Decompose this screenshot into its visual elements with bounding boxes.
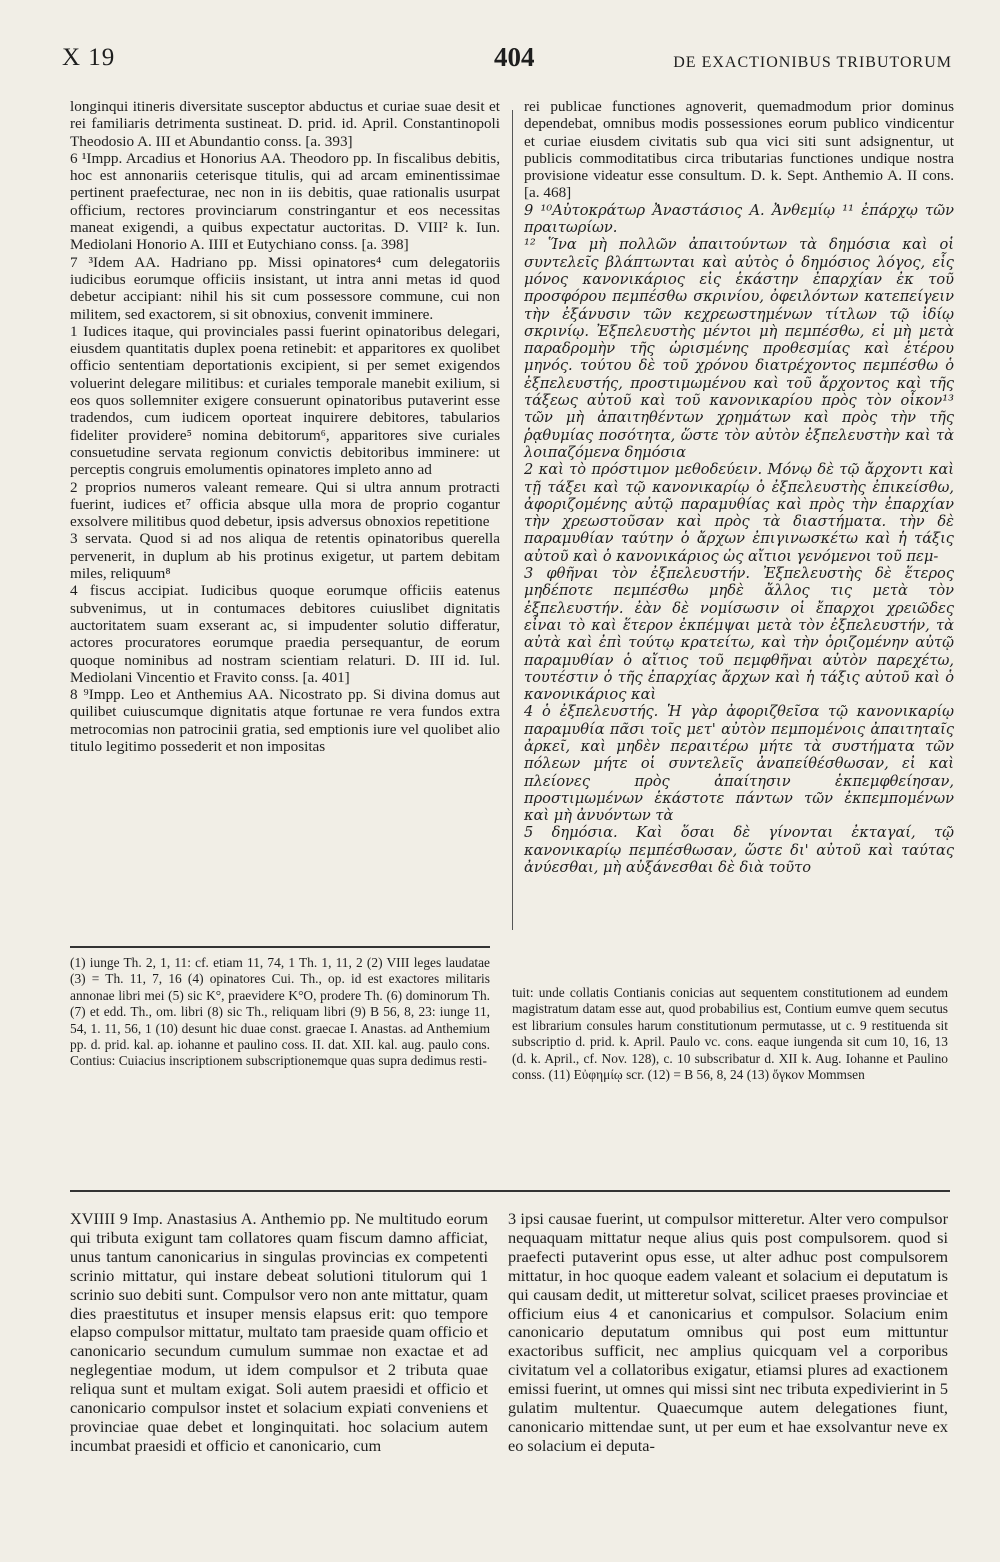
greek-heading: 9 ¹⁰Αὐτοκράτωρ Ἀναστάσιος Α. Ἀνθεμίῳ ¹¹ ἐπάρχῳ τῶν πραιτωρίων. (524, 201, 954, 237)
page-header (62, 40, 952, 80)
paragraph: 6 ¹Impp. Arcadius et Honorius AA. Theodoro pp. In fiscalibus debitis, hoc est annonariis ceterisque titulis, qui ad arcam eminentissimae pertinent praefecturae, nec non in iis debitis, quae rationalis usurpat officium, rectores provinciarum constringantur et eos necessitas maneat exigendi, a quibus expectatur auctoritas. D. VIII² k. Iun. Mediolani Honorio A. IIII et Eutychiano conss. [a. 398] (70, 149, 500, 254)
greek-paragraph: 2 καὶ τὸ πρόστιμον μεθοδεύειν. Μόνῳ δὲ τῷ ἄρχοντι καὶ τῇ τάξει καὶ τῷ κανονικαρίῳ ὁ ἐξπελευστὴς ἐπικείσθω, ἀφοριζομένης αὐτῷ παραμυθίας καὶ πρὸς τὴν ἐπαρχίαν τὴν χρεωστοῦσαν καὶ πρὸς τὰ διαστήματα. τὴν δὲ παραμυθίαν ταύτην ὁ ἄρχων ἐπιγινωσκέτω καὶ ἡ τάξις αὐτοῦ καὶ ὁ κανονικάριος ὡς αἴτιοι γενόμενοι τοῦ πεμ- (524, 461, 954, 565)
paragraph: longinqui itineris diversitate susceptor abductus et curiae suae desit et rei familiaris detrimenta sustineat. D. prid. id. April. Constantinopoli Theodosio A. III et Abundantio conss. [a. 393] (70, 98, 500, 150)
running-title: DE EXACTIONIBUS TRIBUTORUM (673, 54, 952, 71)
paragraph: 1 Iudices itaque, qui provinciales passi fuerint opinatoribus delegari, eiusdem quantitatis duplex poena retinebit: et apparitores ex quolibet officio sententiam deportationis excipient, si per semet exigendos voluerint delegare militibus: et curiales temporale manebit exilium, si eos quos sollemniter exigere consuerunt opinatoribus putaverint esse tradendos, cum iudicem oporteat inquirere debitores, tabularios fideliter providere⁵ nomina debitorum⁶, apparitores sive curiales consuetudine servata regionum convictis debitoribus imminere: ut perceptis congruis emolumentis opinatores impleto anno ad (70, 322, 500, 479)
footnote-rule (70, 946, 490, 948)
column-divider (512, 110, 513, 930)
paragraph: rei publicae functiones agnoverit, quemadmodum prior dominus dependebat, omnibus modis possessiones eorum publico vindicentur et curiae eiusdem civitatis sub qua vici siti sunt adsignentur, ut publicis commoditatibus circa tributarias functiones undique nostra provisione videatur esse consultum. D. k. Sept. Anthemio A. II cons. [a. 468] (524, 98, 954, 202)
paragraph: 3 servata. Quod si ad nos aliqua de retentis opinatoribus querella pervenerit, in duplum ab his protinus exigetur, ut partem debitam miles, reliquum⁸ (70, 530, 500, 583)
greek-paragraph: ¹² Ἵνα μὴ πολλῶν ἀπαιτούντων τὰ δημόσια καὶ οἱ συντελεῖς βλάπτωνται καὶ αὐτὸς ὁ δημόσιος λόγος, εἷς μόνος κανονικάριος εἰς ἑκάστην ἐπαρχίαν ἐκ τοῦ προσφόρου πεμπέσθω σκρινίου, ὀφειλόντων κατεπείγειν τὴν ἐξάνυσιν τῶν κεχρεωστημένων τίτλων τῷ ἰδίῳ σκρινίῳ. Ἐξπελευστὴς μέντοι μὴ πεμπέσθω, εἰ μὴ μετὰ παραδρομὴν τῆς ὡρισμένης προθεσμίας καὶ ἑτέρου μηνός. τούτου δὲ τοῦ χρόνου διατρέχοντος πεμπέσθω ὁ ἐξπελευστής, προστιμωμένου καὶ τοῦ ἄρχοντος καὶ τῆς τάξεως αὐτοῦ καὶ τοῦ κανονικαρίου πρὸς τὸν οἶκον¹³ τῶν μὴ ἀπαιτηθέντων χρημάτων καὶ πρὸς τὴν τῆς ῥᾳθυμίας ποσότητα, ὥστε τὸν αὐτὸν ἐξπελευστὴν καὶ τὰ λοιπαζόμενα δημόσια (524, 236, 954, 461)
greek-column (524, 98, 954, 876)
greek-paragraph: 3 φθῆναι τὸν ἐξπελευστήν. Ἐξπελευστὴς δὲ ἕτερος μηδέποτε πεμπέσθω μηδὲ ἄλλος τις μετὰ τὸν ἐξπελευστήν. ἐὰν δὲ νομίσωσιν οἱ ἔπαρχοι χρειῶδες εἶναι τὸ καὶ ἕτερον ἐκπέμψαι μετὰ τὸν ἐξπελευστήν, τὰ αὐτὰ καὶ ἐπὶ τούτῳ κρατείτω, καὶ τὴν ὁριζομένην αὐτῷ παραμυθίαν ὁ αἴτιος τοῦ πεμφθῆναι αὐτὸν παρεχέτω, τουτέστιν ὁ τῆς ἐπαρχίας ἄρχων καὶ ἡ τάξις αὐτοῦ καὶ ὁ κανονικάριος καὶ (524, 565, 954, 704)
section-rule (70, 1190, 950, 1192)
latin-column (70, 98, 500, 755)
footnotes-left: (1) iunge Th. 2, 1, 11: cf. etiam 11, 74, 1 Th. 1, 11, 2 (2) VIII leges laudatae (3) = Th. 11, 7, 16 (4) opinatores Cui. Th., op. id est exactores militaris annonae libri mei (5) sic K°, praevidere K°O, prodere Th. (6) dominorum Th. (7) et edd. Th., om. libri (8) sic Th., reliquam libri (9) B 56, 8, 23: iunge 11, 54, 1. 11, 56, 1 (10) desunt hic duae const. graecae I. Anastas. ad Anthemium pp. d. prid. kal. ap. iohanne et paulino coss. II. dat. XII. kal. aug. paulo cons. Contius: Cuiacius inscriptionem subscriptionemque quas supra dedimus resti- (70, 955, 490, 1069)
section-marker: X 19 (62, 44, 116, 71)
paragraph: 4 fiscus accipiat. Iudicibus quoque eorumque officiis eatenus subvenimus, ut in contumaces debitores cuiuslibet dignitatis auctoritatem suam exserant ac, si impudenter solutio differatur, actores procuratores eorumque praedia persequantur, de eorum quoque nominibus ad nostram scientiam relaturi. D. III id. Iul. Mediolani Vincentio et Fravito conss. [a. 401] (70, 582, 500, 686)
greek-paragraph: 5 δημόσια. Καὶ ὅσαι δὲ γίνονται ἐκταγαί, τῷ κανονικαρίῳ πεμπέσθωσαν, ὥστε δι' αὐτοῦ καὶ ταύτας ἀνύεσθαι, μὴ αὐξάνεσθαι δὲ διὰ τοῦτο (524, 824, 954, 877)
greek-paragraph: 4 ὁ ἐξπελευστής. Ἡ γὰρ ἀφοριζθεῖσα τῷ κανονικαρίῳ παραμυθία πᾶσι τοῖς μετ' αὐτὸν πεμπομένοις ἀπαιτηταῖς ἀρκεῖ, καὶ μηδὲν περαιτέρω μήτε τὰ συστήματα τῶν πόλεων μήτε οἱ συντελεῖς ἀναπείθέσθωσαν, εἰ καὶ πλείονες πρὸς ἀπαίτησιν ἐκπεμφθείησαν, προστιμωμένων ἑκάστοτε πάντων τῶν ἐκπεμπομένων καὶ μὴ ἀνυόντων τὰ (524, 703, 954, 825)
footnotes-right: tuit: unde collatis Contianis conicias aut sequentem constitutionem ad eundem magistratum datam esse aut, quod probabilius est, Contium eumve quem secutus est librarium consules harum constitutionum permutasse, ut c. 9 restituenda sit subscriptio d. prid. k. April. Paulo vc. cons. eaque iungenda sit cum 10, 16, 13 (d. k. April., cf. Nov. 128), c. 10 subscribatur d. XII k. Aug. Iohanne et Paulino conss. (11) Εὐφημίῳ scr. (12) = B 56, 8, 24 (13) ὄγκον Mommsen (512, 985, 948, 1083)
paragraph: 8 ⁹Impp. Leo et Anthemius AA. Nicostrato pp. Si divina domus aut quilibet cuiuscumque dignitatis atque fortunae re vera fundos extra metrocomias non patrocinii gratia, sed emptionis iure vel quolibet alio titulo legitimo possederit et non impositas (70, 686, 500, 755)
latin-translation-left: XVIIII 9 Imp. Anastasius A. Anthemio pp. Ne multitudo eorum qui tributa exigunt tam collatores quam fiscum damno afficiat, unus tantum canonicarius in singulas provincias ex competenti scrinio mittatur, qui instare debeat solutioni titulorum qui 1 scrinio suo debiti sunt. Compulsor vero non ante mittatur, quam dies praestitutus et insuper mensis elapsus erit: quo tempore elapso compulsor mittatur, multato tam praeside quam officio et canonicario secundum cumulum summae non exactae et ad neglegentiae modum, ut idem compulsor et 2 tributa quae reliqua sunt et multam exigat. Soli autem praesidi et officio et canonicario compulsor instet et solacium expiati conveniens et provinciae quae debet et longinquitati. hoc solacium autem incumbat praesidi et officio et canonicario, cum (70, 1209, 488, 1455)
paragraph: 7 ³Idem AA. Hadriano pp. Missi opinatores⁴ cum delegatoriis iudicibus eorumque officiis insistant, ut intra anni metas id quod debetur accipiant: nihil his sit cum possessore commune, cui non militem, sed exactorem, si sit obnoxius, convenit imminere. (70, 253, 500, 323)
latin-translation-right: 3 ipsi causae fuerint, ut compulsor mitteretur. Alter vero compulsor nequaquam mittatur neque alius quis post compulsorem. quod si praefecti putaverint opus esse, ut alter adhuc post compulsorem mittatur, in hoc quoque eadem valeant et solacium ei deputatum is qui causam dedit, ut mitteretur solvat, scilicet praeses provinciae et officium eius 4 et canonicarius et compulsor. Solacium enim canonicario deputatum omnibus qui post eum mittuntur exactoribus sufficit, nec amplius quicquam vel a corporibus civitatum vel a collatoribus exigatur, etiamsi plures ad exactionem emissi fuerint, ut omnes qui missi sint nec tributa expedivierint in 5 gulatim multentur. Quaecumque autem delegationes fiunt, canonicario mittendae sunt, ut per eum et hae exsolvantur neve ex eo solacium ei deputa- (508, 1209, 948, 1455)
page-number: 404 (494, 42, 535, 72)
paragraph: 2 proprios numeros valeant remeare. Qui si ultra annum protracti fuerint, iudices et⁷ officia absque ulla mora de proprio cogantur exsolvere militibus quod debetur, ipsis adversus obnoxios repetitione (70, 478, 500, 531)
